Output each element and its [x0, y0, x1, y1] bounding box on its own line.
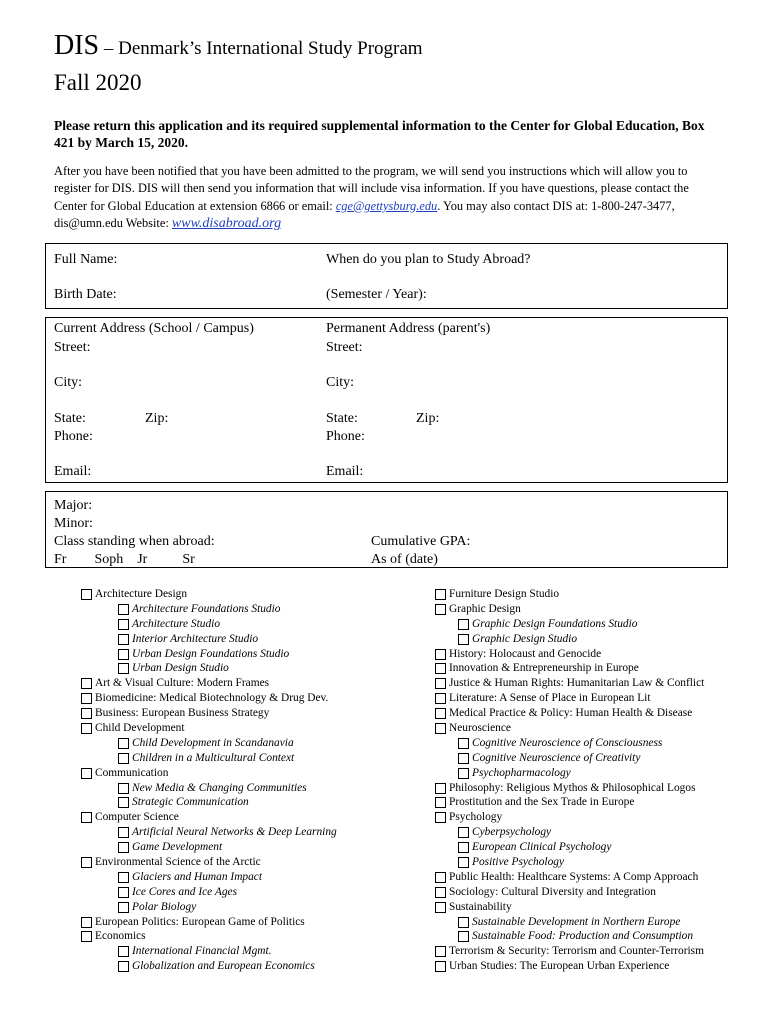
course-label: Interior Architecture Studio — [132, 632, 259, 645]
course-label: Cognitive Neuroscience of Consciousness — [472, 736, 663, 749]
course-option[interactable] — [81, 959, 337, 974]
course-label: Justice & Human Rights: Humanitarian Law & Conflict — [449, 677, 705, 690]
course-label: Computer Science — [95, 811, 179, 824]
course-label: Business: European Business Strategy — [95, 707, 270, 720]
intro-text-1: After you have been notified that you have been admitted to the program, we will send you instructions which will allow you to register for DIS. DIS will then send you information that will include visa information. If you have questions, please contact the Center for Global Education at extension 6866 or email: — [54, 164, 689, 213]
course-checkbox[interactable] — [435, 961, 446, 972]
major-field[interactable]: Major: — [54, 498, 93, 513]
course-label: Urban Design Studio — [132, 662, 229, 675]
birth-date-field[interactable]: Birth Date: — [54, 287, 117, 302]
course-option[interactable] — [435, 870, 704, 885]
course-label: Sociology: Cultural Diversity and Integration — [449, 885, 656, 898]
course-checkbox[interactable] — [435, 872, 446, 883]
course-label: Sustainable Development in Northern Europe — [472, 915, 681, 928]
course-option[interactable] — [81, 915, 337, 930]
course-option[interactable] — [81, 885, 337, 900]
course-checkbox[interactable] — [435, 723, 446, 734]
course-option[interactable] — [435, 781, 704, 796]
semester-year-field[interactable]: (Semester / Year): — [326, 287, 427, 302]
course-checkbox[interactable] — [458, 827, 469, 838]
course-option[interactable] — [435, 929, 704, 944]
course-checkbox[interactable] — [118, 663, 129, 674]
course-checkbox[interactable] — [458, 768, 469, 779]
course-label: Psychopharmacology — [472, 766, 571, 779]
current-phone-field[interactable]: Phone: — [54, 429, 93, 444]
current-email-field[interactable]: Email: — [54, 464, 92, 479]
course-checkbox[interactable] — [81, 589, 92, 600]
course-checkbox[interactable] — [118, 946, 129, 957]
course-checkbox[interactable] — [118, 961, 129, 972]
course-label: Innovation & Entrepreneurship in Europe — [449, 662, 639, 675]
course-label: Strategic Communication — [132, 796, 249, 809]
course-option[interactable] — [435, 632, 704, 647]
course-label: Game Development — [132, 841, 223, 854]
course-checkbox[interactable] — [81, 693, 92, 704]
full-name-field[interactable]: Full Name: — [54, 252, 118, 267]
course-checkbox[interactable] — [458, 619, 469, 630]
course-checkbox[interactable] — [458, 753, 469, 764]
program-subtitle: – Denmark’s International Study Program — [99, 38, 423, 59]
course-label: Art & Visual Culture: Modern Frames — [95, 677, 270, 690]
course-checkbox[interactable] — [118, 783, 129, 794]
course-label: Child Development — [95, 722, 185, 735]
course-checkbox[interactable] — [118, 604, 129, 615]
course-option[interactable] — [435, 587, 704, 602]
course-label: Child Development in Scandanavia — [132, 736, 294, 749]
address-box — [45, 317, 728, 483]
course-checkbox[interactable] — [118, 872, 129, 883]
course-label: Positive Psychology — [472, 856, 565, 869]
permanent-zip-field[interactable]: Zip: — [416, 411, 440, 426]
course-option[interactable] — [81, 632, 337, 647]
course-label: Architecture Foundations Studio — [132, 602, 281, 615]
permanent-street-field[interactable]: Street: — [326, 340, 363, 355]
course-option[interactable] — [81, 900, 337, 915]
course-checkbox[interactable] — [118, 753, 129, 764]
course-list-right — [435, 587, 704, 974]
program-title: DIS — [54, 30, 100, 61]
permanent-city-field[interactable]: City: — [326, 375, 355, 390]
course-option[interactable] — [435, 617, 704, 632]
course-checkbox[interactable] — [458, 634, 469, 645]
course-label: Globalization and European Economics — [132, 960, 315, 973]
permanent-phone-field[interactable]: Phone: — [326, 429, 365, 444]
current-city-field[interactable]: City: — [54, 375, 83, 390]
course-option[interactable] — [81, 795, 337, 810]
course-label: Graphic Design Foundations Studio — [472, 617, 638, 630]
course-checkbox[interactable] — [118, 887, 129, 898]
course-checkbox[interactable] — [435, 946, 446, 957]
current-address-heading: Current Address (School / Campus) — [54, 321, 254, 336]
course-checkbox[interactable] — [435, 887, 446, 898]
course-label: Medical Practice & Policy: Human Health & Disease — [449, 707, 693, 720]
course-option[interactable] — [81, 810, 337, 825]
header-title-line — [54, 30, 423, 65]
course-label: History: Holocaust and Genocide — [449, 647, 602, 660]
course-label: Architecture Studio — [132, 617, 221, 630]
course-checkbox[interactable] — [81, 812, 92, 823]
course-option[interactable] — [435, 855, 704, 870]
course-option[interactable] — [81, 647, 337, 662]
course-option[interactable] — [435, 900, 704, 915]
course-checkbox[interactable] — [81, 723, 92, 734]
current-zip-field[interactable]: Zip: — [145, 411, 169, 426]
course-label: Literature: A Sense of Place in European Lit — [449, 692, 651, 705]
course-option[interactable] — [81, 676, 337, 691]
course-checkbox[interactable] — [435, 649, 446, 660]
return-instructions: Please return this application and its required supplemental information to the Center for Global Education, Box 421 by March 15, 2020. — [54, 118, 705, 150]
course-option[interactable] — [81, 766, 337, 781]
course-option[interactable] — [81, 751, 337, 766]
course-option[interactable] — [435, 810, 704, 825]
course-option[interactable] — [435, 691, 704, 706]
cumulative-gpa-field[interactable]: Cumulative GPA: — [371, 534, 471, 549]
course-option[interactable] — [81, 661, 337, 676]
course-option[interactable] — [435, 885, 704, 900]
course-label: Furniture Design Studio — [449, 588, 560, 600]
current-state-field[interactable]: State: — [54, 411, 86, 426]
minor-field[interactable]: Minor: — [54, 516, 93, 531]
gpa-as-of-date-field[interactable]: As of (date) — [371, 552, 438, 567]
program-term: Fall 2020 — [54, 70, 142, 95]
email-link[interactable]: cge@gettysburg.edu — [335, 198, 438, 213]
course-checkbox[interactable] — [81, 931, 92, 942]
course-label: Artificial Neural Networks & Deep Learning — [132, 826, 337, 839]
course-label: Urban Design Foundations Studio — [132, 647, 290, 660]
course-label: Environmental Science of the Arctic — [95, 856, 261, 869]
course-label: Philosophy: Religious Mythos & Philosophical Logos — [449, 781, 696, 794]
course-checkbox[interactable] — [118, 649, 129, 660]
course-label: Terrorism & Security: Terrorism and Counter-Terrorism — [449, 945, 704, 958]
permanent-address-heading: Permanent Address (parent's) — [326, 321, 491, 336]
course-option[interactable] — [81, 840, 337, 855]
course-checkbox[interactable] — [458, 931, 469, 942]
course-label: Neuroscience — [449, 722, 511, 735]
course-checkbox[interactable] — [81, 917, 92, 928]
course-checkbox[interactable] — [458, 857, 469, 868]
course-option[interactable] — [435, 647, 704, 662]
course-option[interactable] — [435, 721, 704, 736]
course-option[interactable] — [81, 736, 337, 751]
course-option[interactable] — [435, 676, 704, 691]
course-option[interactable] — [81, 855, 337, 870]
course-label: Architecture Design — [95, 588, 188, 600]
course-option[interactable] — [435, 944, 704, 959]
course-label: Glaciers and Human Impact — [132, 870, 263, 883]
course-option[interactable] — [435, 706, 704, 721]
course-checkbox[interactable] — [81, 857, 92, 868]
permanent-email-field[interactable]: Email: — [326, 464, 364, 479]
course-label: Polar Biology — [132, 900, 197, 913]
course-option[interactable] — [81, 825, 337, 840]
course-label: Communication — [95, 766, 169, 779]
course-list-left — [81, 587, 337, 974]
course-option[interactable] — [81, 721, 337, 736]
page-header — [54, 30, 423, 97]
course-checkbox[interactable] — [435, 797, 446, 808]
current-street-field[interactable]: Street: — [54, 340, 91, 355]
course-option[interactable] — [435, 602, 704, 617]
course-label: Psychology — [449, 811, 503, 824]
course-checkbox[interactable] — [458, 917, 469, 928]
course-option[interactable] — [81, 706, 337, 721]
course-label: Prostitution and the Sex Trade in Europe — [449, 796, 635, 809]
course-label: Cognitive Neuroscience of Creativity — [472, 751, 641, 764]
course-label: International Financial Mgmt. — [132, 945, 272, 958]
course-checkbox[interactable] — [435, 902, 446, 913]
course-checkbox[interactable] — [81, 768, 92, 779]
course-option[interactable] — [81, 617, 337, 632]
course-label: Biomedicine: Medical Biotechnology & Drug Dev. — [95, 692, 329, 705]
course-checkbox[interactable] — [118, 738, 129, 749]
course-checkbox[interactable] — [435, 783, 446, 794]
course-checkbox[interactable] — [458, 842, 469, 853]
course-option[interactable] — [81, 944, 337, 959]
study-abroad-when-field[interactable]: When do you plan to Study Abroad? — [326, 252, 531, 267]
course-option[interactable] — [435, 795, 704, 810]
course-checkbox[interactable] — [118, 827, 129, 838]
course-option[interactable] — [81, 781, 337, 796]
course-option[interactable] — [435, 736, 704, 751]
course-option[interactable] — [435, 959, 704, 974]
course-label: Economics — [95, 930, 146, 943]
course-option[interactable] — [81, 870, 337, 885]
course-checkbox[interactable] — [118, 842, 129, 853]
course-label: Graphic Design — [449, 602, 521, 615]
course-label: Urban Studies: The European Urban Experience — [449, 960, 670, 973]
course-checkbox[interactable] — [435, 678, 446, 689]
course-checkbox[interactable] — [435, 663, 446, 674]
course-checkbox[interactable] — [81, 708, 92, 719]
course-option[interactable] — [435, 825, 704, 840]
course-label: Ice Cores and Ice Ages — [132, 885, 238, 898]
course-checkbox[interactable] — [118, 634, 129, 645]
course-label: New Media & Changing Communities — [132, 781, 307, 794]
intro-paragraph — [54, 163, 719, 233]
course-label: Graphic Design Studio — [472, 632, 578, 645]
course-checkbox[interactable] — [81, 678, 92, 689]
course-label: Children in a Multicultural Context — [132, 751, 295, 764]
course-label: European Clinical Psychology — [472, 841, 612, 854]
course-option[interactable] — [435, 915, 704, 930]
course-option[interactable] — [81, 691, 337, 706]
course-label: Sustainability — [449, 900, 512, 913]
course-checkbox[interactable] — [435, 589, 446, 600]
course-label: Cyberpsychology — [472, 826, 552, 839]
course-checkbox[interactable] — [435, 604, 446, 615]
course-label: Public Health: Healthcare Systems: A Comp Approach — [449, 870, 699, 883]
intro-text-2: . You may also contact DIS at: 1-800-247-3477, dis@umn.edu Website: — [54, 198, 675, 231]
course-label: Sustainable Food: Production and Consumption — [472, 930, 694, 943]
course-checkbox[interactable] — [435, 812, 446, 823]
course-option[interactable] — [435, 751, 704, 766]
website-link[interactable]: www.disabroad.org — [171, 216, 282, 232]
course-option[interactable] — [81, 587, 337, 602]
course-option[interactable] — [81, 929, 337, 944]
course-checkbox[interactable] — [118, 797, 129, 808]
course-option[interactable] — [435, 661, 704, 676]
class-standing-label: Class standing when abroad: — [54, 534, 215, 549]
course-checkbox[interactable] — [435, 708, 446, 719]
course-checkbox[interactable] — [458, 738, 469, 749]
course-option[interactable] — [435, 840, 704, 855]
course-label: European Politics: European Game of Politics — [95, 915, 305, 928]
class-standing-options[interactable]: Fr Soph Jr Sr — [54, 552, 195, 567]
course-option[interactable] — [435, 766, 704, 781]
course-checkbox[interactable] — [435, 693, 446, 704]
course-checkbox[interactable] — [118, 902, 129, 913]
course-option[interactable] — [81, 602, 337, 617]
permanent-state-field[interactable]: State: — [326, 411, 358, 426]
course-checkbox[interactable] — [118, 619, 129, 630]
